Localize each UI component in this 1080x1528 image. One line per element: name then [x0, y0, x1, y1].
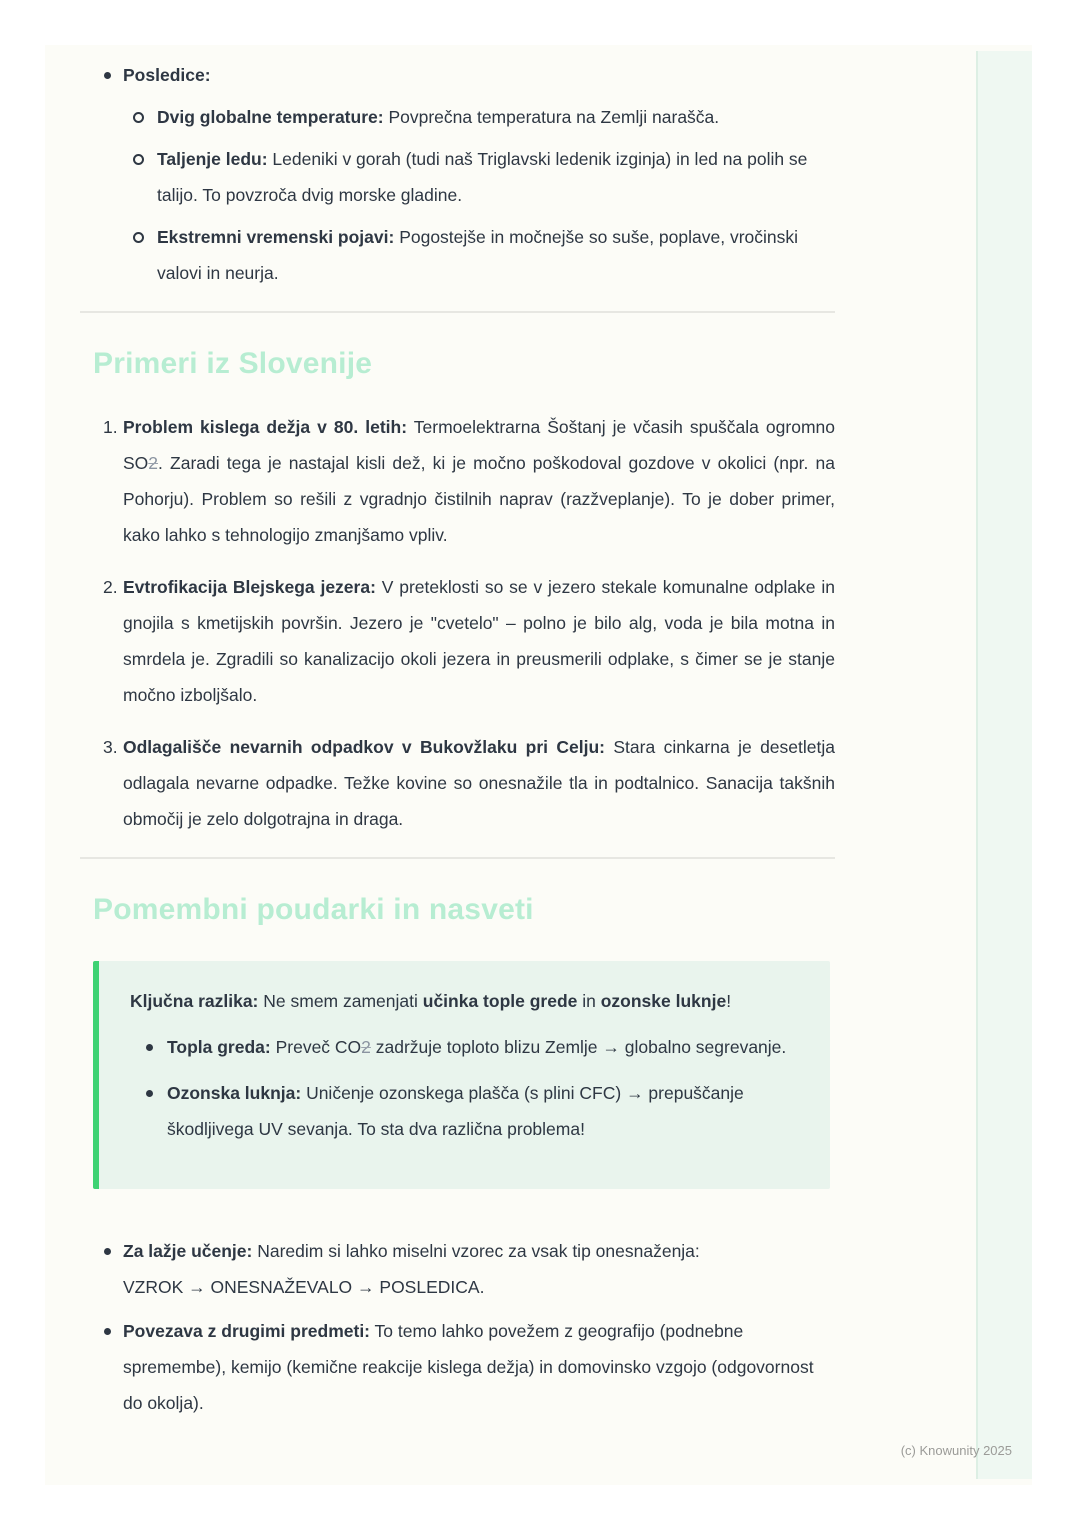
bullet-icon: [104, 72, 111, 79]
subscript-struck-digit: 2: [148, 453, 159, 473]
callout-lead: Ključna razlika:: [130, 991, 259, 1011]
page-edge-stripe: [976, 51, 1032, 1479]
item-text: To temo lahko povežem z geografijo (podnebne spremembe), kemijo (kemične reakcije kislega dežja) in domovinsko vzgojo (odgovornost do okolja).: [123, 1321, 814, 1413]
item-lead: Ozonska luknja:: [167, 1083, 302, 1103]
item-lead: Problem kislega dežja v 80. letih:: [123, 417, 408, 437]
item-text: V preteklosti so se v jezero stekale komunalne odplake in gnojila s kmetijskih površin. Jezero je "cvetelo" – polno je bilo alg, voda je bila motna in smrdela je. Zgradili so kanalizacijo okoli jezera in preusmerili odplake, s čimer se je stanje močno izboljšalo.: [123, 577, 835, 705]
callout-text: Ne smem zamenjati: [258, 991, 423, 1011]
item-lead: Evtrofikacija Blejskega jezera:: [123, 577, 376, 597]
item-text: Naredim si lahko miselni vzorec za vsak tip onesnaženja:: [252, 1241, 700, 1261]
item-text-line2: VZROK → ONESNAŽEVALO → POSLEDICA.: [123, 1277, 485, 1297]
list-item-title: Posledice:: [123, 65, 211, 85]
item-lead: Ekstremni vremenski pojavi:: [157, 227, 395, 247]
item-text: Ledeniki v gorah (tudi naš Triglavski ledenik izginja) in led na polih se talijo. To povzroča dvig morske gladine.: [157, 149, 808, 205]
callout-bold: ozonske luknje: [600, 991, 727, 1011]
bullet-icon: [104, 1328, 111, 1335]
numbered-item: [95, 409, 835, 553]
callout-intro: [130, 983, 802, 1019]
item-text: Pogostejše in močnejše so suše, poplave, vročinski valovi in neurja.: [157, 227, 799, 283]
section-heading-examples: Primeri iz Slovenije: [93, 347, 373, 380]
circle-bullet-icon: [133, 154, 144, 165]
bullet-icon: [104, 1248, 111, 1255]
item-text: Uničenje ozonskega plašča (s plini CFC) → prepuščanje škodljivega UV sevanja. To sta dva različna problema!: [167, 1083, 744, 1139]
item-text: zadržuje toploto blizu Zemlje → globalno segrevanje.: [370, 1037, 787, 1057]
item-lead: Povezava z drugimi predmeti:: [123, 1321, 371, 1341]
item-lead: Odlagališče nevarnih odpadkov v Bukovžlaku pri Celju:: [123, 737, 605, 757]
numbered-item: [95, 729, 835, 837]
item-text: Termoelektrarna Šoštanj je včasih spuščala ogromno SO: [123, 417, 835, 473]
examples-list: [95, 409, 835, 837]
section-heading-tips: Pomembni poudarki in nasveti: [93, 893, 534, 926]
consequences-list: [95, 57, 835, 291]
note-page: [45, 45, 1032, 1485]
item-text: Povprečna temperatura na Zemlji narašča.: [383, 107, 720, 127]
list-item: [95, 99, 835, 135]
bullet-icon: [146, 1090, 153, 1097]
subscript-struck-digit: 2: [361, 1037, 371, 1057]
tips-list: [95, 1233, 835, 1421]
item-text: Preveč CO: [270, 1037, 362, 1057]
list-item: [95, 57, 835, 93]
list-item: [95, 1313, 835, 1421]
item-text: . Zaradi tega je nastajal kisli dež, ki je močno poškodoval gozdove v okolici (npr. na Pohorju). Problem so rešili z vgradnjo čistilnih naprav (razžveplanje). To je dober primer, kako lahko s tehnologijo zmanjšamo vpliv.: [123, 453, 835, 545]
circle-bullet-icon: [133, 232, 144, 243]
item-lead: Dvig globalne temperature:: [157, 107, 384, 127]
item-lead: Topla greda:: [167, 1037, 271, 1057]
item-lead: Taljenje ledu:: [157, 149, 268, 169]
consequences-sublist: [95, 99, 835, 291]
callout-bold: učinka tople grede: [422, 991, 578, 1011]
callout-text: in: [577, 991, 601, 1011]
item-number: 2.: [103, 577, 118, 597]
key-difference-callout: [93, 961, 830, 1189]
section-divider: [80, 311, 835, 313]
list-item: [130, 1029, 802, 1065]
list-item: [95, 141, 835, 213]
item-lead: Za lažje učenje:: [123, 1241, 253, 1261]
list-item: [95, 1233, 835, 1305]
item-number: 1.: [103, 417, 118, 437]
bullet-icon: [146, 1044, 153, 1051]
item-text: Stara cinkarna je desetletja odlagala nevarne odpadke. Težke kovine so onesnažile tla in podtalnico. Sanacija takšnih območij je zelo dolgotrajna in draga.: [123, 737, 835, 829]
numbered-item: [95, 569, 835, 713]
item-number: 3.: [103, 737, 118, 757]
copyright-watermark: (c) Knowunity 2025: [900, 1443, 1012, 1458]
list-item: [130, 1075, 802, 1147]
list-item: [95, 219, 835, 291]
callout-text: !: [726, 991, 732, 1011]
note-content: [95, 45, 835, 1421]
circle-bullet-icon: [133, 112, 144, 123]
section-divider: [80, 857, 835, 859]
